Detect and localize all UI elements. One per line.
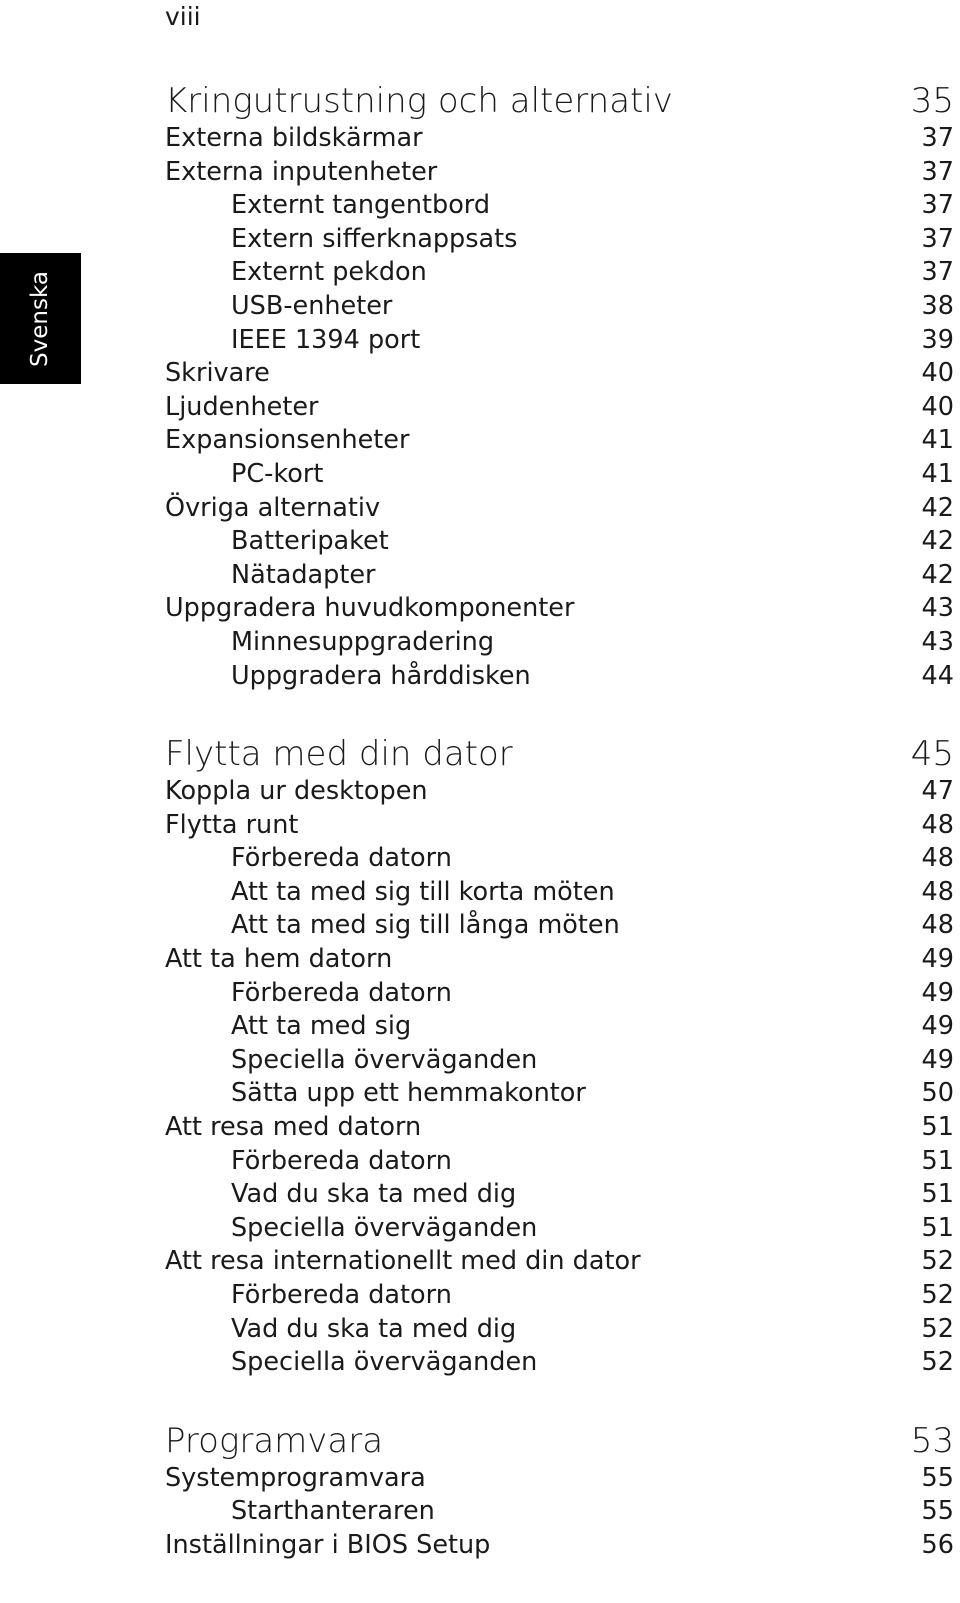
toc-subentry[interactable]	[165, 1212, 954, 1246]
entry-page-number: 47	[921, 776, 954, 807]
entry-page-number: 37	[921, 223, 954, 254]
toc-entry[interactable]	[165, 492, 954, 526]
entry-title: Systemprogramvara	[165, 1462, 426, 1493]
entry-title: Förbereda datorn	[231, 977, 452, 1008]
toc-subentry[interactable]	[165, 909, 954, 943]
entry-page-number: 37	[921, 156, 954, 187]
toc-subentry[interactable]	[165, 1010, 954, 1044]
toc-entry[interactable]	[165, 809, 954, 843]
toc-subentry[interactable]	[165, 660, 954, 694]
entry-title: Ljudenheter	[165, 391, 319, 422]
entry-page-number: 40	[921, 358, 954, 389]
entry-title: Speciella överväganden	[231, 1347, 538, 1378]
entry-title: Vad du ska ta med dig	[231, 1179, 517, 1210]
entry-title: Speciella överväganden	[231, 1044, 538, 1075]
entry-page-number: 42	[921, 492, 954, 523]
entry-page-number: 51	[921, 1212, 954, 1243]
toc-entry[interactable]	[165, 943, 954, 977]
entry-title: Starthanteraren	[231, 1496, 435, 1527]
toc-section	[165, 733, 954, 1380]
chapter-heading[interactable]	[165, 1420, 954, 1462]
entry-page-number: 48	[921, 910, 954, 941]
entry-page-number: 40	[921, 391, 954, 422]
toc-entry[interactable]	[165, 1245, 954, 1279]
toc-subentry[interactable]	[165, 290, 954, 324]
toc-subentry[interactable]	[165, 1313, 954, 1347]
entry-page-number: 48	[921, 876, 954, 907]
toc-entry[interactable]	[165, 1111, 954, 1145]
entry-title: Att ta hem datorn	[165, 944, 393, 975]
entry-page-number: 50	[921, 1078, 954, 1109]
entry-page-number: 49	[921, 1011, 954, 1042]
toc-subentry[interactable]	[165, 458, 954, 492]
entry-title: Inställningar i BIOS Setup	[165, 1529, 491, 1560]
entry-page-number: 49	[921, 977, 954, 1008]
entry-title: Minnesuppgradering	[231, 626, 495, 657]
entry-page-number: 49	[921, 1044, 954, 1075]
entry-page-number: 51	[921, 1112, 954, 1143]
entry-title: Nätadapter	[231, 559, 376, 590]
entry-title: Förbereda datorn	[231, 1280, 452, 1310]
entry-title: Uppgradera huvudkomponenter	[165, 593, 575, 624]
toc-section	[165, 80, 954, 693]
toc-entry[interactable]	[165, 1529, 954, 1563]
entry-title: Skrivare	[165, 358, 270, 389]
entry-page-number: 44	[921, 660, 954, 691]
entry-title: Förbereda datorn	[231, 843, 452, 874]
chapter-page-number: 53	[910, 1420, 954, 1461]
entry-page-number: 51	[921, 1145, 954, 1176]
entry-title: Expansionsenheter	[165, 425, 410, 456]
toc-subentry[interactable]	[165, 842, 954, 876]
entry-page-number: 37	[921, 190, 954, 221]
toc-entry[interactable]	[165, 424, 954, 458]
toc-subentry[interactable]	[165, 1495, 954, 1529]
entry-title: Flytta runt	[165, 809, 299, 840]
entry-title: Extern sifferknappsats	[231, 223, 518, 254]
toc-subentry[interactable]	[165, 559, 954, 593]
entry-title: Koppla ur desktopen	[165, 776, 428, 807]
toc-subentry[interactable]	[165, 1178, 954, 1212]
entry-title: Övriga alternativ	[165, 492, 381, 523]
entry-page-number: 42	[921, 526, 954, 557]
toc-entry[interactable]	[165, 156, 954, 190]
entry-title: Sätta upp ett hemmakontor	[231, 1078, 586, 1109]
toc-entry[interactable]	[165, 122, 954, 156]
entry-title: Att resa med datorn	[165, 1112, 422, 1143]
toc-entry[interactable]	[165, 1462, 954, 1496]
entry-page-number: 38	[921, 290, 954, 321]
toc-entry[interactable]	[165, 357, 954, 391]
entry-page-number: 56	[921, 1529, 954, 1560]
entry-page-number: 52	[921, 1313, 954, 1344]
toc-subentry[interactable]	[165, 256, 954, 290]
entry-title: Vad du ska ta med dig	[231, 1313, 517, 1344]
entry-title: Externt tangentbord	[231, 190, 491, 221]
entry-page-number: 52	[921, 1246, 954, 1277]
chapter-page-number: 35	[910, 81, 954, 121]
toc-subentry[interactable]	[165, 324, 954, 358]
language-tab	[0, 253, 81, 384]
entry-page-number: 55	[921, 1462, 954, 1493]
entry-title: Att ta med sig till korta möten	[231, 876, 615, 907]
entry-page-number: 48	[921, 843, 954, 874]
entry-page-number: 41	[921, 425, 954, 456]
toc-subentry[interactable]	[165, 1044, 954, 1078]
entry-page-number: 43	[921, 593, 954, 624]
toc-subentry[interactable]	[165, 189, 954, 223]
toc-subentry[interactable]	[165, 876, 954, 910]
entry-page-number: 42	[921, 559, 954, 590]
entry-page-number: 51	[921, 1179, 954, 1210]
entry-title: Batteripaket	[231, 526, 389, 557]
entry-page-number: 39	[921, 324, 954, 355]
entry-title: Speciella överväganden	[231, 1212, 538, 1243]
entry-title: Externa bildskärmar	[165, 123, 423, 153]
toc-subentry[interactable]	[165, 1346, 954, 1380]
entry-title: Att ta med sig till långa möten	[231, 910, 620, 941]
chapter-heading[interactable]	[165, 733, 954, 775]
entry-title: Förbereda datorn	[231, 1145, 452, 1176]
entry-page-number: 49	[921, 944, 954, 975]
toc-entry[interactable]	[165, 391, 954, 425]
toc-subentry[interactable]	[165, 1279, 954, 1313]
entry-page-number: 43	[921, 626, 954, 657]
chapter-title: Kringutrustning och alternativ	[165, 81, 673, 121]
entry-page-number: 52	[921, 1280, 954, 1310]
toc-subentry[interactable]	[165, 525, 954, 559]
entry-title: Uppgradera hårddisken	[231, 660, 531, 691]
toc-subentry[interactable]	[165, 223, 954, 257]
page-number: viii	[165, 2, 201, 31]
entry-title: PC-kort	[231, 458, 324, 489]
chapter-page-number: 45	[910, 734, 954, 775]
language-tab-label: Svenska	[27, 271, 53, 367]
toc-subentry[interactable]	[165, 626, 954, 660]
toc-section	[165, 1420, 954, 1563]
entry-page-number: 48	[921, 809, 954, 840]
chapter-title: Flytta med din dator	[165, 734, 513, 775]
toc-entry[interactable]	[165, 592, 954, 626]
entry-title: IEEE 1394 port	[231, 324, 421, 355]
toc-subentry[interactable]	[165, 1145, 954, 1179]
entry-title: USB-enheter	[231, 290, 393, 321]
toc-subentry[interactable]	[165, 977, 954, 1011]
entry-page-number: 37	[921, 123, 954, 153]
entry-page-number: 55	[921, 1496, 954, 1527]
entry-title: Att ta med sig	[231, 1011, 412, 1042]
toc-entry[interactable]	[165, 775, 954, 809]
entry-page-number: 37	[921, 257, 954, 288]
entry-title: Externa inputenheter	[165, 156, 438, 187]
chapter-heading[interactable]	[165, 80, 954, 122]
entry-title: Att resa internationellt med din dator	[165, 1246, 641, 1277]
entry-page-number: 41	[921, 458, 954, 489]
entry-page-number: 52	[921, 1347, 954, 1378]
entry-title: Externt pekdon	[231, 257, 427, 288]
table-of-contents	[165, 80, 954, 1603]
chapter-title: Programvara	[165, 1420, 384, 1461]
toc-subentry[interactable]	[165, 1077, 954, 1111]
